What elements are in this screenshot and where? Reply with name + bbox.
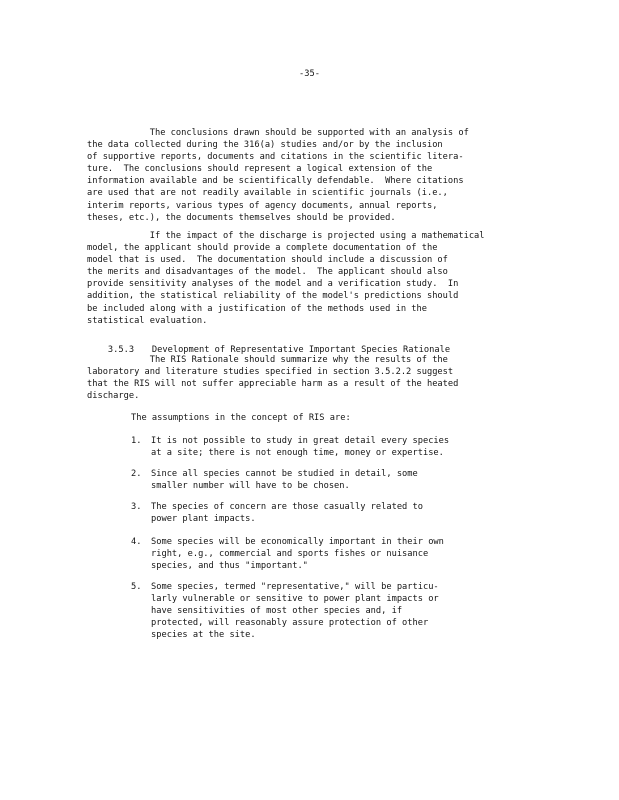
page-number: -35- bbox=[299, 69, 320, 79]
assumption-number: 1. bbox=[131, 436, 142, 446]
section-title: Development of Representative Important Species Rationale bbox=[151, 345, 451, 356]
assumptions-lead: The assumptions in the concept of RIS are: bbox=[131, 413, 351, 423]
assumption-number: 4. bbox=[131, 537, 142, 547]
assumption-number: 2. bbox=[131, 469, 142, 479]
assumption-text: It is not possible to study in great detail every species at a site; there is not enough time, money or expertise. bbox=[151, 436, 450, 459]
paragraph-ris-rationale: The RIS Rationale should summarize why the results of the laboratory and literature studies specified in section 3.5.2.2 suggest that the RIS will not suffer appreciable harm as a result of the heated discharge. bbox=[87, 355, 459, 402]
assumption-number: 3. bbox=[131, 502, 142, 512]
assumption-number: 5. bbox=[131, 582, 142, 592]
assumption-text: The species of concern are those casually related to power plant impacts. bbox=[151, 502, 423, 525]
assumption-text: Some species, termed "representative," will be particu- larly vulnerable or sensitive to power plant impacts or have sensitivities of most other species and, if protected, will reasonably assure protection of other species at the site. bbox=[151, 582, 439, 641]
paragraph-conclusions: The conclusions drawn should be supported with an analysis of the data collected during the 316(a) studies and/or by the inclusion of supportive reports, documents and citations in the scientific litera- ture. The conclusions should represent a logical extension of the information available and be scientifically defendable. Where citations are used that are not readily available in scientific journals (i.e., interim reports, various types of agency documents, annual reports, theses, etc.), the documents themselves should be provided. bbox=[87, 128, 469, 223]
assumption-text: Some species will be economically important in their own right, e.g., commercial and sports fishes or nuisance species, and thus "important." bbox=[151, 537, 444, 572]
paragraph-mathematical-model: If the impact of the discharge is projected using a mathematical model, the applicant should provide a complete documentation of the model that is used. The documentation should include a discussion of the merits and disadvantages of the model. The applicant should also provide sensitivity analyses of the model and a verification study. In addition, the statistical reliability of the model's predictions should be included along with a justification of the methods used in the statistical evaluation. bbox=[87, 231, 485, 326]
assumption-text: Since all species cannot be studied in detail, some smaller number will have to be chosen. bbox=[151, 469, 418, 492]
section-number: 3.5.3 bbox=[107, 345, 135, 356]
